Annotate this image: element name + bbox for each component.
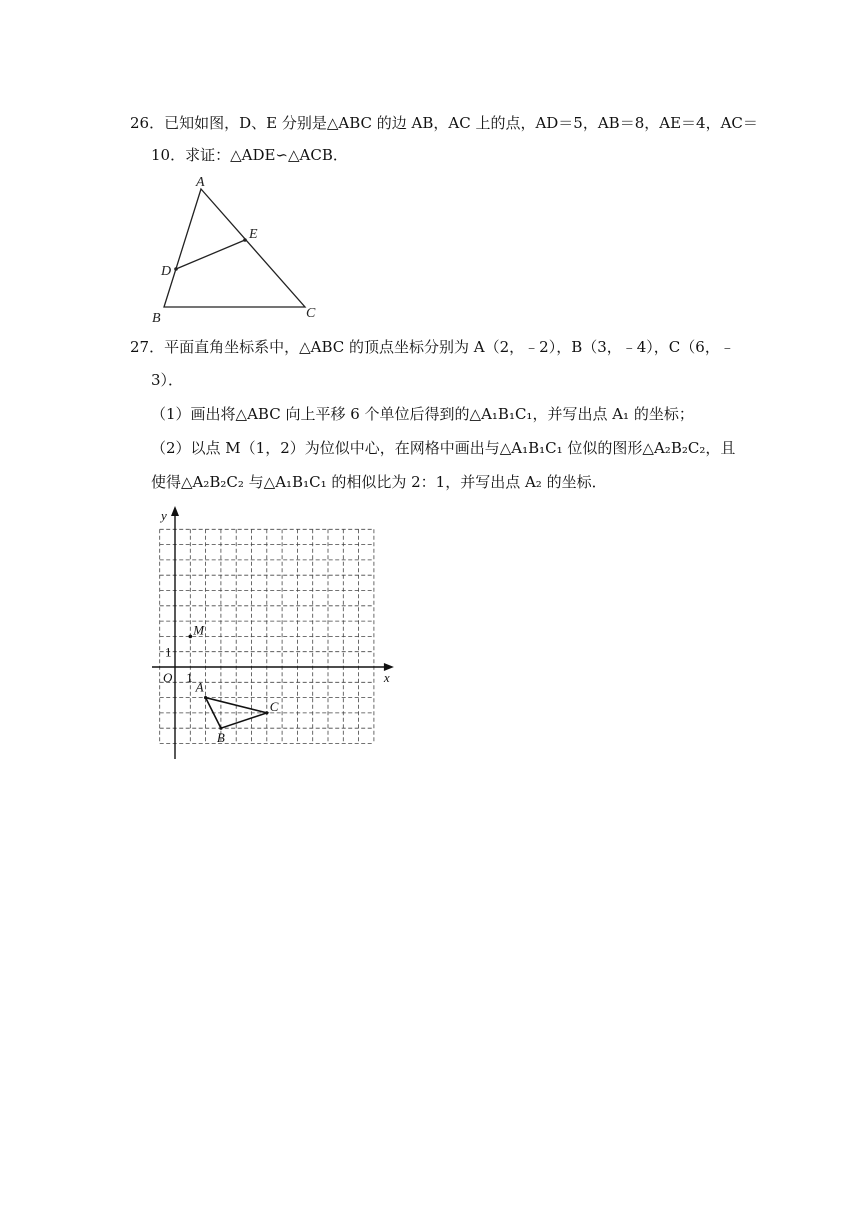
label-A: A xyxy=(195,679,204,695)
q27-part2-line1: （2）以点 M（1，2）为位似中心，在网格中画出与△A₁B₁C₁ 位似的图形△A₂B₂C₂，且 xyxy=(151,439,736,457)
vertex-A xyxy=(204,696,207,699)
vertex-C xyxy=(265,711,268,714)
label-D: D xyxy=(161,264,172,279)
x-axis-label: x xyxy=(383,670,390,685)
q27-text-line2: 3）． xyxy=(151,371,184,389)
q27-coordinate-grid xyxy=(150,505,408,761)
label-C: C xyxy=(306,306,316,321)
label-M: M xyxy=(193,622,205,638)
origin-label: O xyxy=(163,670,173,685)
label-B: B xyxy=(216,730,225,746)
q26-text-line1: 26．已知如图，D、E 分别是△ABC 的边 AB，AC 上的点，AD＝5，AB＝8，AE＝4，AC＝ xyxy=(130,114,758,132)
q27-text-line1: 27．平面直角坐标系中，△ABC 的顶点坐标分别为 A（2，﹣2），B（3，﹣4），C（6，﹣ xyxy=(130,338,735,356)
label-A: A xyxy=(196,175,205,190)
q26-triangle-figure xyxy=(150,172,322,324)
q27-part1: （1）画出将△ABC 向上平移 6 个单位后得到的△A₁B₁C₁，并写出点 A₁ 的坐标； xyxy=(151,405,694,423)
y-unit-label: 1 xyxy=(165,644,172,660)
label-E: E xyxy=(249,227,258,242)
label-B: B xyxy=(152,311,161,324)
q26-text-line2: 10．求证：△ADE∽△ACB． xyxy=(151,146,348,164)
x-unit-label: 1 xyxy=(186,670,193,685)
y-axis-label: y xyxy=(161,508,167,523)
label-C: C xyxy=(269,698,279,714)
q27-part2-line2: 使得△A₂B₂C₂ 与△A₁B₁C₁ 的相似比为 2：1，并写出点 A₂ 的坐标． xyxy=(151,473,607,491)
point-M xyxy=(189,635,193,639)
